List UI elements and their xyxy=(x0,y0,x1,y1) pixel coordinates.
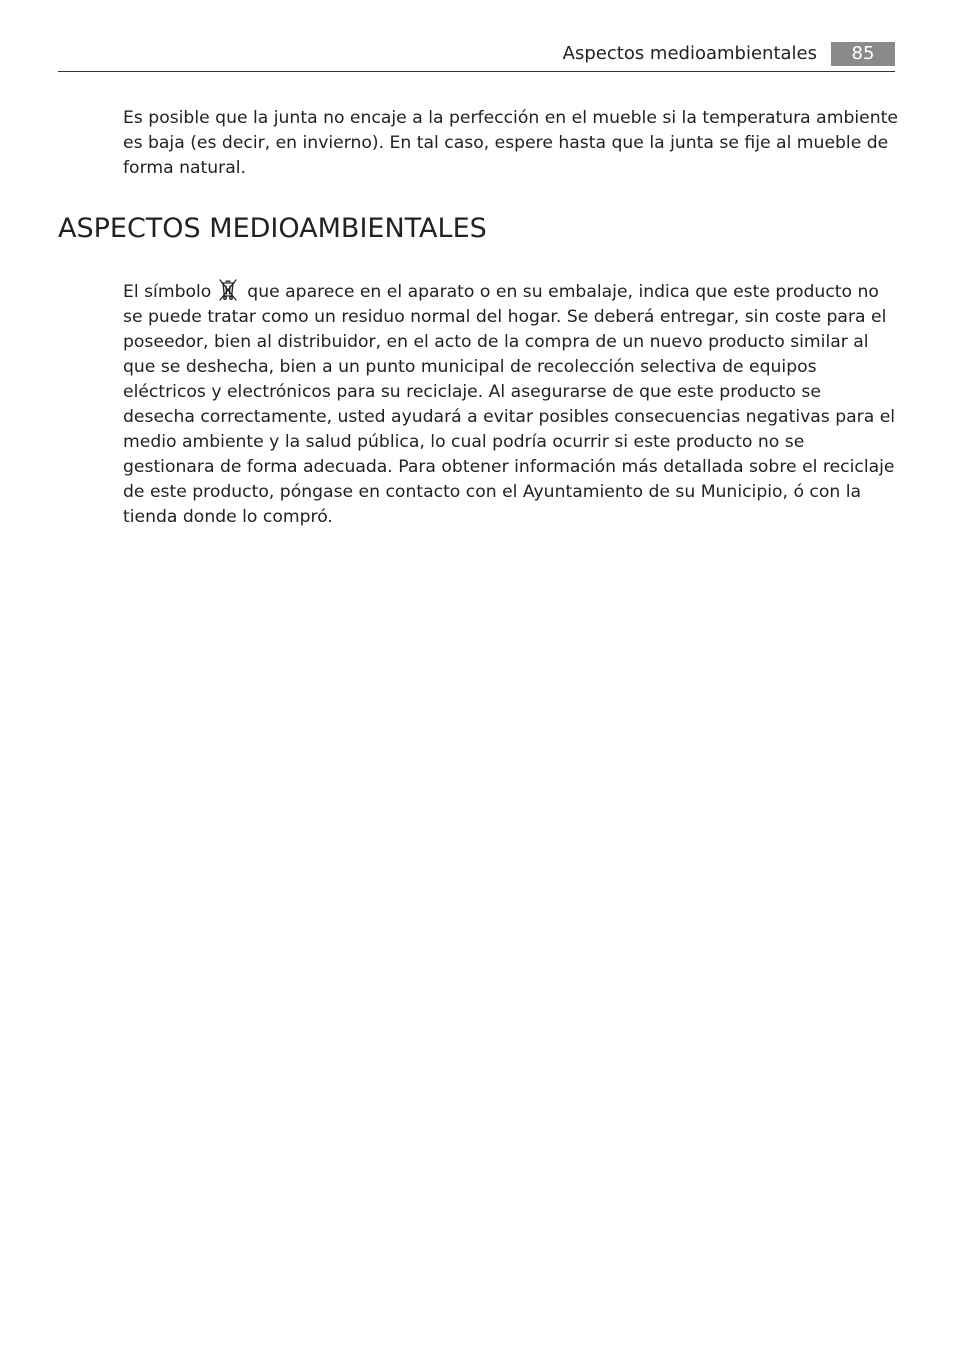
page-header xyxy=(58,40,895,72)
text-before-icon: El símbolo xyxy=(123,282,212,302)
environment-paragraph xyxy=(123,279,898,530)
text-after-icon: que aparece en el aparato o en su embalaje, indica que este producto no se puede tratar como un residuo normal del hogar. Se deberá entregar, sin coste para el poseedor, bien al distribuidor, en el acto de la compra de un nuevo producto similar al que se deshecha, bien a un punto municipal de recolección selectiva de equipos eléctricos y electrónicos para su reciclaje. Al asegurarse de que este producto se desecha correctamente, usted ayudará a evitar posibles consecuencias negativas para el medio ambiente y la salud pública, lo cual podría ocurrir si este producto no se gestionara de forma adecuada. Para obtener información más detallada sobre el reciclaje de este producto, póngase en contacto con el Ayuntamiento de su Municipio, ó con la tienda donde lo compró. xyxy=(123,282,896,527)
intro-paragraph: Es posible que la junta no encaje a la perfección en el mueble si la temperatura ambiente es baja (es decir, en invierno). En tal caso, espere hasta que la junta se fije al mueble de forma natural. xyxy=(123,108,898,178)
section-heading: ASPECTOS MEDIOAMBIENTALES xyxy=(58,213,487,244)
page-number: 85 xyxy=(831,42,895,66)
header-section-title: Aspectos medioambientales xyxy=(562,43,817,64)
crossed-out-wheelie-bin-icon xyxy=(218,279,238,301)
